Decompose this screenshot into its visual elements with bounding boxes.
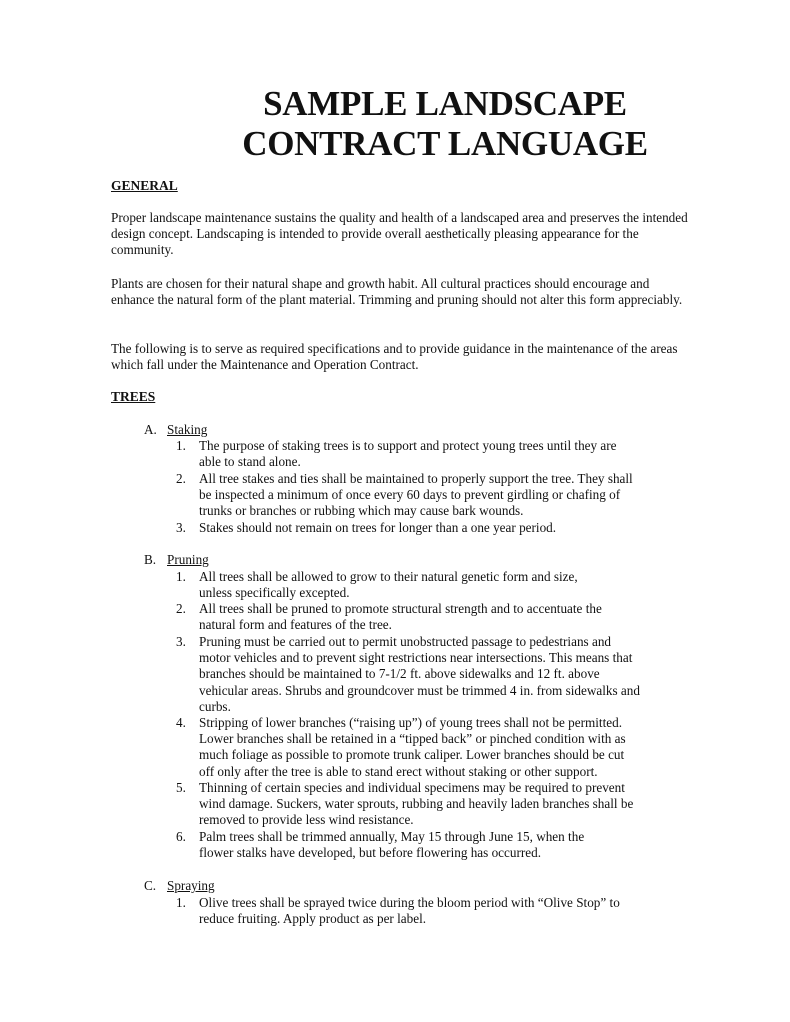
item-number: 5. <box>176 780 186 795</box>
section-name: Pruning <box>167 552 209 567</box>
pruning-item-1 <box>176 569 676 601</box>
item-number: 6. <box>176 829 186 844</box>
item-line: able to stand alone. <box>199 454 301 470</box>
pruning-item-3 <box>176 634 676 715</box>
staking-item-3 <box>176 520 676 536</box>
item-line: natural form and features of the tree. <box>199 617 392 633</box>
item-line: vehicular areas. Shrubs and groundcover must be trimmed 4 in. from sidewalks and <box>199 682 640 698</box>
item-number: 2. <box>176 601 186 616</box>
title-line-2: CONTRACT LANGUAGE <box>242 124 648 163</box>
pruning-item-4 <box>176 715 676 780</box>
section-letter: B. <box>144 552 157 567</box>
item-number: 3. <box>176 634 186 649</box>
general-heading: GENERAL <box>111 178 178 193</box>
item-line: Palm trees shall be trimmed annually, May 15 through June 15, when the <box>199 829 585 844</box>
item-line: Stripping of lower branches (“raising up”) of young trees shall not be permitted. <box>199 715 622 730</box>
item-line: motor vehicles and to prevent sight restrictions near intersections. This means that <box>199 650 633 666</box>
general-paragraph-3: The following is to serve as required specifications and to provide guidance in the maintenance of the areas which fall under the Maintenance and Operation Contract. <box>111 341 678 373</box>
section-letter: A. <box>144 422 157 437</box>
item-line: off only after the tree is able to stand erect without staking or other support. <box>199 763 598 779</box>
item-line: flower stalks have developed, but before flowering has occurred. <box>199 845 542 861</box>
item-line: All tree stakes and ties shall be maintained to properly support the tree. They shall <box>199 471 633 486</box>
title-line-1: SAMPLE LANDSCAPE <box>263 84 627 123</box>
item-line: Thinning of certain species and individual specimens may be required to prevent <box>199 780 625 795</box>
general-paragraph-1: Proper landscape maintenance sustains the quality and health of a landscaped area and preserves the intended design concept. Landscaping is intended to provide overall aesthetically pleasing appearance for the community. <box>111 210 688 258</box>
section-staking-label <box>144 422 207 438</box>
staking-item-2 <box>176 471 676 520</box>
section-pruning-label <box>144 552 209 568</box>
item-line: removed to provide less wind resistance. <box>199 812 414 828</box>
item-number: 1. <box>176 895 186 910</box>
pruning-item-5 <box>176 780 676 829</box>
item-number: 2. <box>176 471 186 486</box>
section-name: Staking <box>167 422 208 437</box>
item-line: Lower branches shall be retained in a “tipped back” or pinched condition with as <box>199 731 626 747</box>
section-letter: C. <box>144 878 157 893</box>
item-line: unless specifically excepted. <box>199 585 350 601</box>
pruning-item-6 <box>176 829 676 861</box>
item-line: trunks or branches or rubbing which may cause bark wounds. <box>199 503 524 519</box>
section-name: Spraying <box>167 878 215 893</box>
item-line: be inspected a minimum of once every 60 days to prevent girdling or chafing of <box>199 487 621 503</box>
spraying-item-1 <box>176 895 676 927</box>
item-line: The purpose of staking trees is to support and protect young trees until they are <box>199 438 617 453</box>
item-line: much foliage as possible to promote trunk caliper. Lower branches should be cut <box>199 747 625 763</box>
item-line: reduce fruiting. Apply product as per label. <box>199 911 427 927</box>
trees-heading: TREES <box>111 389 156 404</box>
item-number: 4. <box>176 715 186 730</box>
item-line: All trees shall be allowed to grow to their natural genetic form and size, <box>199 569 578 584</box>
item-number: 1. <box>176 438 186 453</box>
staking-item-1 <box>176 438 676 470</box>
document-title <box>190 84 700 164</box>
pruning-item-2 <box>176 601 676 633</box>
item-number: 1. <box>176 569 186 584</box>
item-line: Pruning must be carried out to permit unobstructed passage to pedestrians and <box>199 634 612 649</box>
section-spraying-label <box>144 878 215 894</box>
item-line: wind damage. Suckers, water sprouts, rubbing and heavily laden branches shall be <box>199 796 634 812</box>
item-number: 3. <box>176 520 186 535</box>
general-paragraph-2: Plants are chosen for their natural shape and growth habit. All cultural practices should encourage and enhance the natural form of the plant material. Trimming and pruning should not alter this form appreciably. <box>111 276 683 308</box>
item-line: branches should be maintained to 7-1/2 ft. above sidewalks and 12 ft. above <box>199 666 600 682</box>
item-line: Olive trees shall be sprayed twice during the bloom period with “Olive Stop” to <box>199 895 620 910</box>
item-line: All trees shall be pruned to promote structural strength and to accentuate the <box>199 601 602 616</box>
item-line: curbs. <box>199 698 231 714</box>
item-line: Stakes should not remain on trees for longer than a one year period. <box>199 520 557 535</box>
